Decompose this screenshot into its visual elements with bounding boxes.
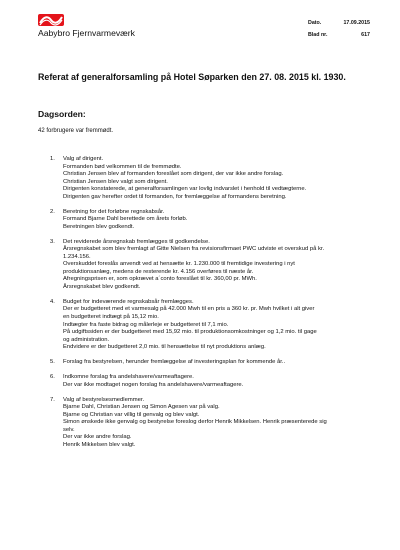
- agenda-item-number: 1.: [50, 156, 55, 162]
- agenda-text-line: Overskuddet foreslås anvendt ved at hensætte kr. 1.230.000 til fremtidige investering i nyt: [63, 261, 295, 268]
- agenda-heading: Dagsorden:: [38, 109, 86, 119]
- agenda-item: [50, 359, 378, 367]
- organization-name: Aabybro Fjernvarmeværk: [38, 28, 135, 38]
- document-meta: [308, 17, 370, 41]
- agenda-text-line: Årsregnskabet blev godkendt.: [63, 283, 141, 290]
- agenda-item-number: 5.: [50, 359, 55, 366]
- sheet-row: [308, 29, 370, 41]
- document-title: Referat af generalforsamling på Hotel Søparken den 27. 08. 2015 kl. 1930.: [38, 72, 346, 82]
- agenda-text-line: Valg af dirigent.: [63, 156, 104, 162]
- agenda-item-body: [63, 299, 378, 352]
- agenda-item: [50, 209, 378, 232]
- agenda-text-line: 1.234.156.: [63, 253, 91, 260]
- agenda-text-line: en budgetteret indtægt på 15,12 mio.: [63, 314, 159, 321]
- agenda-item-body: [63, 397, 378, 450]
- agenda-text-line: Der var ikke modtaget nogen forslag fra andelshavere/varmeaftagere.: [63, 381, 244, 388]
- agenda-text-line: Bjarne Dahl, Christian Jensen og Simon Agesen var på valg.: [63, 404, 220, 411]
- agenda-item-number: 3.: [50, 238, 55, 245]
- agenda-item: [50, 299, 378, 352]
- agenda-text-line: produktionsanlæg, medens de resterende kr. 4.156 overføres til næste år.: [63, 268, 254, 275]
- agenda-text-line: Simon ønskede ikke genvalg og bestyrelse foreslog derfor Henrik Mikkelsen. Henrik præsenterede sig: [63, 419, 327, 426]
- agenda-item: [50, 397, 378, 450]
- agenda-item-number: 2.: [50, 208, 55, 215]
- attendance-note: 42 forbrugere var fremmødt.: [38, 128, 114, 134]
- agenda-item-body: [63, 209, 378, 232]
- agenda-item: [50, 374, 378, 389]
- agenda-text-line: Budget for indeværende regnskabsår fremlægges.: [63, 298, 194, 305]
- agenda-text-line: Bjarne og Christian var villig til genvalg og blev valgt.: [63, 411, 200, 418]
- agenda-text-line: Beretning for det forløbne regnskabsår.: [63, 208, 165, 215]
- agenda-text-line: selv.: [63, 426, 75, 433]
- agenda-item-body: [63, 239, 378, 292]
- agenda-item-number: 7.: [50, 396, 55, 403]
- sheet-number: 617: [361, 32, 370, 38]
- date-row: [308, 17, 370, 29]
- agenda-text-line: Afregningsprisen er, som opkrævet a´conto foreslået til kr. 360,00 pr. MWh.: [63, 276, 257, 283]
- agenda-text-line: Formanden bød velkommen til de fremmødte.: [63, 163, 182, 170]
- agenda-text-line: Der var ikke andre forslag.: [63, 434, 132, 441]
- agenda-text-line: Årsregnskabet som blev fremlagt af Gitte Nielsen fra revisionsfirmaet PWC udviste et overskud på kr.: [63, 246, 325, 253]
- agenda-item-number: 6.: [50, 374, 55, 381]
- agenda-text-line: Henrik Mikkelsen blev valgt.: [63, 441, 136, 448]
- agenda-text-line: Forslag fra bestyrelsen, herunder fremlæggelse af investeringsplan for kommende år..: [63, 359, 286, 366]
- agenda-text-line: og administration.: [63, 336, 110, 343]
- agenda-text-line: Dirigenten gav herefter ordet til formanden, for fremlæggelse af formandens beretning.: [63, 193, 287, 200]
- agenda-text-line: Indtægter fra faste bidrag og målerleje er budgetteret til 7,1 mio.: [63, 321, 229, 328]
- agenda-item-body: [63, 359, 378, 367]
- agenda-item-body: [63, 374, 378, 389]
- agenda-text-line: Endvidere er der budgetteret 2,0 mio. til hensættelse til nyt produktions anlæg.: [63, 344, 266, 351]
- agenda-text-line: På udgiftssiden er der budgetteret med 15,92 mio. til produktionsomkostninger og 1,2 mio. til gage: [63, 329, 317, 336]
- agenda-list: [50, 156, 378, 457]
- agenda-item-number: 4.: [50, 298, 55, 305]
- agenda-text-line: Christian Jensen blev af formanden foreslået som dirigent, der var ikke andre forslag.: [63, 171, 284, 178]
- agenda-text-line: Indkomne forslag fra andelshavere/varmeaftagere.: [63, 374, 194, 381]
- agenda-text-line: Det reviderede årsregnskab fremlægges til godkendelse.: [63, 238, 210, 245]
- logo-mark-icon: [38, 14, 64, 26]
- sheet-label: Blad nr.: [308, 32, 328, 38]
- date-label: Dato.: [308, 20, 322, 26]
- date-value: 17.09.2015: [343, 20, 370, 26]
- agenda-text-line: Formand Bjarne Dahl berettede om årets forløb.: [63, 216, 188, 223]
- company-logo: [38, 14, 64, 26]
- agenda-item: [50, 239, 378, 292]
- agenda-text-line: Valg af bestyrelsesmedlemmer.: [63, 396, 145, 403]
- agenda-text-line: Dirigenten konstaterede, at generalforsamlingen var lovlig indvarslet i henhold til vedtægterne.: [63, 186, 307, 193]
- agenda-item-body: [63, 156, 378, 201]
- agenda-text-line: Der er budgetteret med et varmesalg på 42.000 Mwh til en pris a 360 kr. pr. Mwh hvilket i alt giver: [63, 306, 315, 313]
- agenda-text-line: Beretningen blev godkendt.: [63, 223, 135, 230]
- agenda-item: [50, 156, 378, 201]
- agenda-text-line: Christian Jensen blev valgt som dirigent.: [63, 178, 168, 185]
